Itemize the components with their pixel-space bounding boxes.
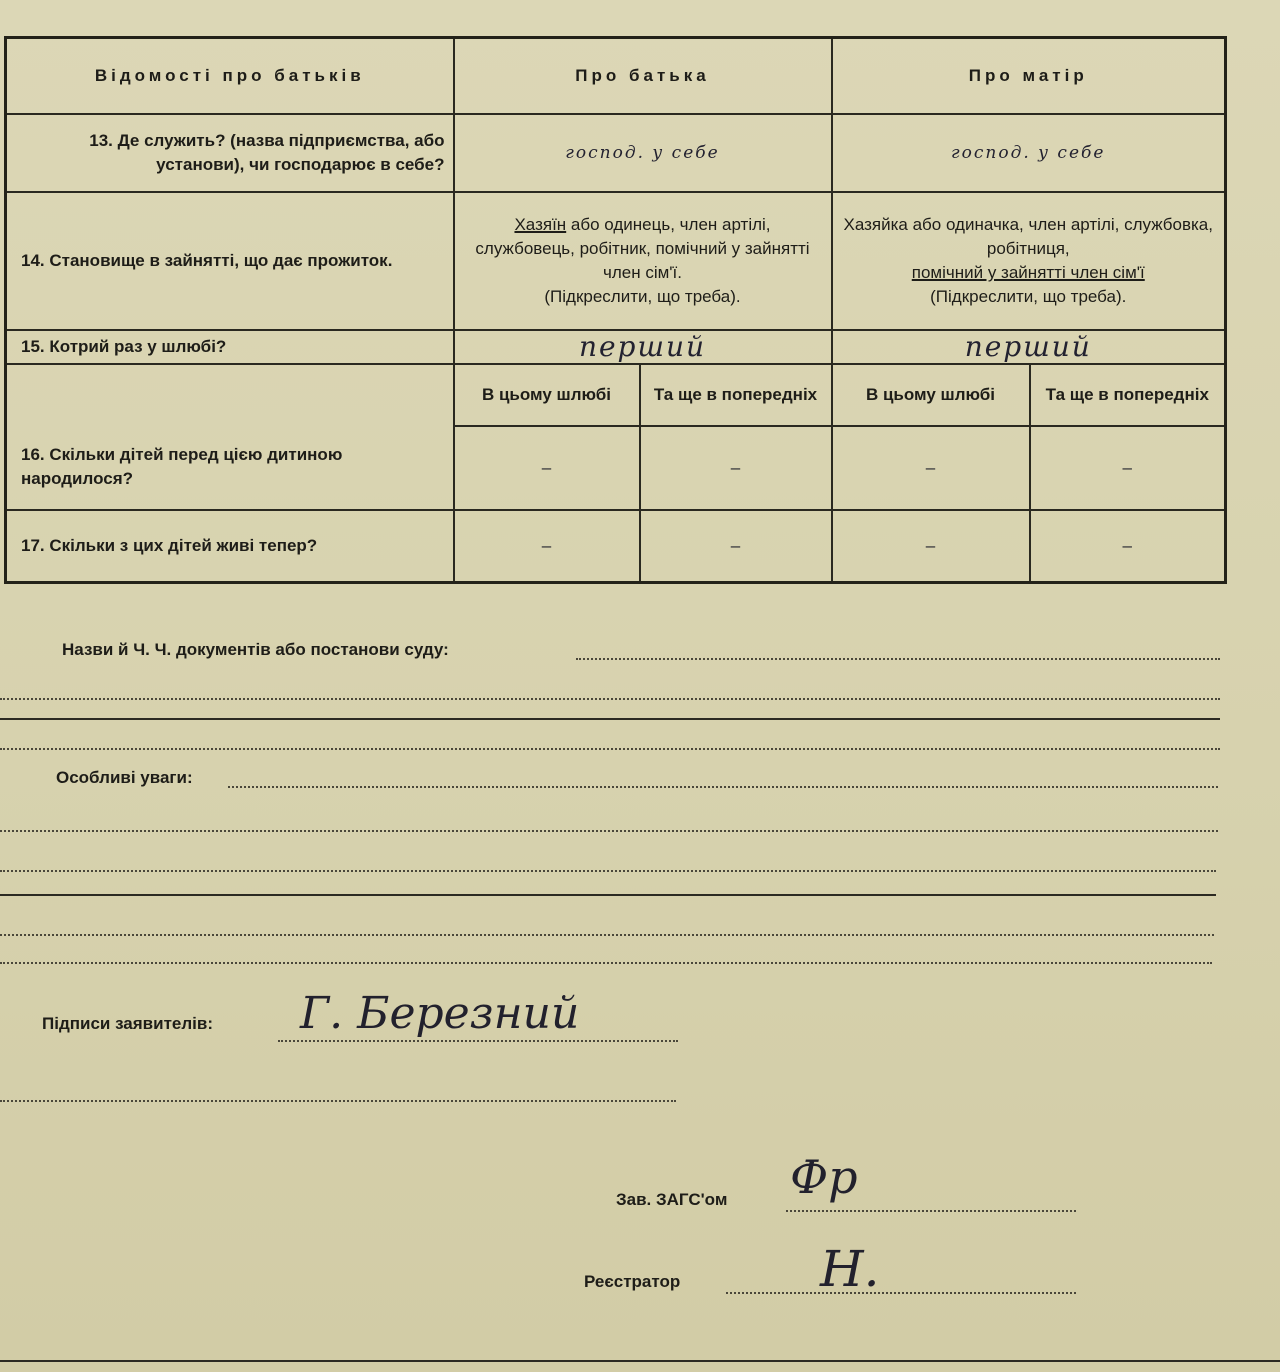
q17-father-prev-value: – <box>640 510 832 583</box>
row-13 <box>6 114 1226 192</box>
q17-father-this-value: – <box>454 510 640 583</box>
documents-line-2 <box>0 698 1220 700</box>
row-14 <box>6 192 1226 330</box>
notes-label: Особливі уваги: <box>56 768 193 787</box>
q17-mother-prev-value: – <box>1030 510 1226 583</box>
q13-label: 13. Де служить? (назва підприємства, або установи), чи господарює в себе? <box>6 114 454 192</box>
notes-line-5 <box>0 962 1212 964</box>
q16-father-this-header: В цьому шлюбі <box>454 364 640 426</box>
q16-mother-prev-header: Та ще в попередніх <box>1030 364 1226 426</box>
notes-line-2 <box>0 830 1218 832</box>
documents-label: Назви й Ч. Ч. документів або постанови суду: <box>62 640 449 659</box>
q14-father-options-text: або одинець, член артілі, службовець, робітник, помічний у зайнятті член сім'ї. <box>475 215 810 282</box>
q16-father-prev-header: Та ще в попередніх <box>640 364 832 426</box>
notes-line-4 <box>0 934 1214 936</box>
q16-mother-prev-value: – <box>1030 426 1226 510</box>
parents-info-table <box>4 36 1227 584</box>
notes-separator <box>0 894 1216 896</box>
zags-signature-line <box>786 1210 1076 1212</box>
q15-label: 15. Котрий раз у шлюбі? <box>6 330 454 364</box>
q14-mother-options-text: Хазяйка або одиначка, член артілі, службовка, робітниця, <box>843 215 1213 258</box>
table-header-row <box>6 38 1226 115</box>
q14-mother-options <box>832 192 1226 330</box>
q14-father-selected: Хазяїн <box>514 215 567 234</box>
q13-father-value: господ. у себе <box>454 114 832 192</box>
zags-label: Зав. ЗАГС'ом <box>616 1190 728 1209</box>
q13-mother-value: господ. у себе <box>832 114 1226 192</box>
registrar-signature-mark: Н. <box>820 1240 880 1298</box>
q16-father-prev-value: – <box>640 426 832 510</box>
row-16-subheader <box>6 364 1226 426</box>
notes-line-1 <box>228 786 1218 788</box>
signature-line-1 <box>278 1040 678 1042</box>
zags-signature-mark: Фр <box>790 1150 858 1204</box>
q14-mother-note: (Підкреслити, що треба). <box>930 287 1127 306</box>
q14-father-options <box>454 192 832 330</box>
notes-line-3 <box>0 870 1216 872</box>
signature-line-2 <box>0 1100 676 1102</box>
registrar-label: Реєстратор <box>584 1272 681 1291</box>
q16-father-this-value: – <box>454 426 640 510</box>
q15-mother-value: перший <box>832 330 1226 364</box>
q14-label: 14. Становище в зайнятті, що дає прожиток. <box>6 192 454 330</box>
row-17 <box>6 510 1226 583</box>
header-father: Про батька <box>454 38 832 115</box>
applicant-signature: Г. Березний <box>300 988 580 1039</box>
q17-label: 17. Скільки з цих дітей живі тепер? <box>6 510 454 583</box>
q16-mother-this-header: В цьому шлюбі <box>832 364 1030 426</box>
header-mother: Про матір <box>832 38 1226 115</box>
q14-mother-selected: помічний у зайнятті член сім'ї <box>911 263 1145 282</box>
documents-line-1 <box>576 658 1220 660</box>
signatures-label: Підписи заявителів: <box>42 1014 213 1033</box>
documents-line-3 <box>0 748 1220 750</box>
page-bottom-rule <box>0 1360 1280 1362</box>
q16-label: 16. Скільки дітей перед цією дитиною народилося? <box>6 364 454 510</box>
q17-mother-this-value: – <box>832 510 1030 583</box>
registrar-signature-line <box>726 1292 1076 1294</box>
row-15 <box>6 330 1226 364</box>
q16-mother-this-value: – <box>832 426 1030 510</box>
header-parents-info: Відомості про батьків <box>6 38 454 115</box>
documents-separator <box>0 718 1220 720</box>
q14-father-note: (Підкреслити, що треба). <box>544 287 741 306</box>
q15-father-value: перший <box>454 330 832 364</box>
